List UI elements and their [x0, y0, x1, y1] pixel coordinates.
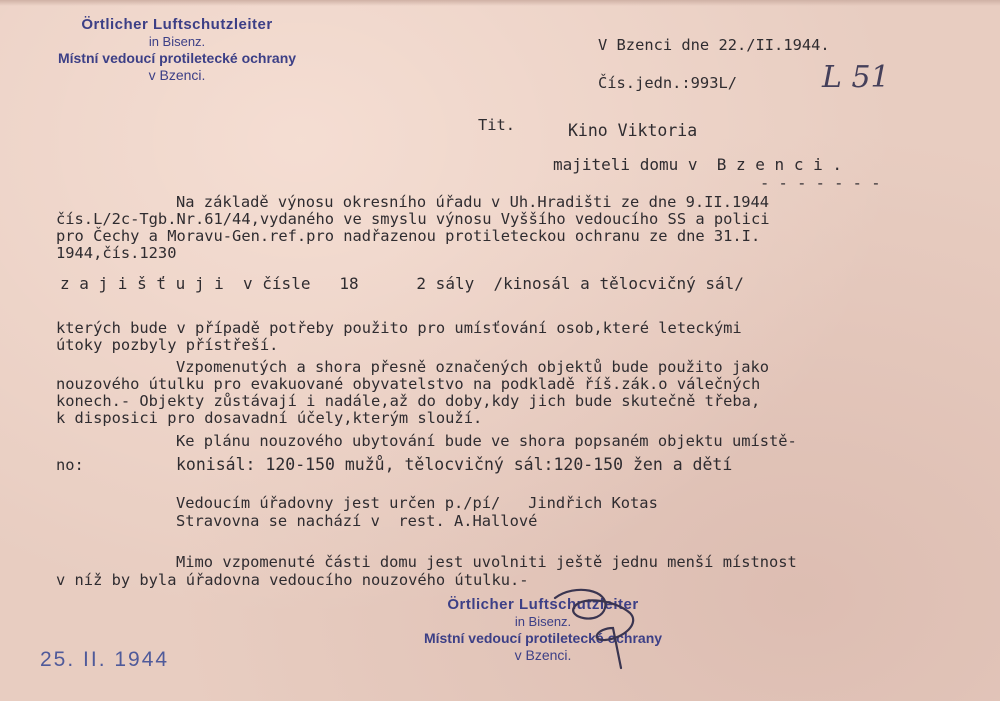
body-line: Na základě výnosu okresního úřadu v Uh.Hradišti ze dne 9.II.1944 — [176, 193, 770, 211]
reference-number: Čís.jedn.:993L/ — [598, 74, 737, 92]
body-line: kterých bude v případě potřeby použito pro umísťování osob,které leteckými — [56, 319, 742, 337]
body-line: nouzového útulku pro evakuované obyvatelstvo na podkladě říš.zák.o válečných — [56, 375, 761, 393]
body-line: útoky pozbyly přístřeší. — [56, 336, 279, 354]
stamp-line-town: in Bisenz. — [148, 34, 206, 50]
date-line: V Bzenci dne 22./II.1944. — [598, 36, 830, 54]
stamp-line-czech: Místní vedoucí protiletecké ochrany — [57, 50, 297, 67]
body-line: k disposici pro dosavadní účely,kterým slouží. — [56, 409, 483, 427]
body-line: pro Čechy a Moravu-Gen.ref.pro nadřazenou protileteckou ochranu ze dne 31.I. — [56, 227, 761, 245]
body-line: Ke plánu nouzového ubytování bude ve shora popsaném objektu umístě- — [176, 432, 797, 450]
paper-edge — [0, 0, 1000, 6]
received-date-stamp: 25. II. 1944 — [40, 648, 170, 671]
body-line: čís.L/2c-Tgb.Nr.61/44,vydaného ve smyslu výnosu Vyššího vedoucího SS a polici — [56, 210, 770, 228]
stamp-line-place: v Bzenci. — [514, 647, 572, 664]
body-line: konech.- Objekty zůstávají i nadále,až do doby,kdy jich bude skutečně třeba, — [56, 392, 761, 410]
body-line: no: — [56, 456, 84, 474]
salutation: Tit. — [478, 116, 516, 134]
body-line: Mimo vzpomenuté části domu jest uvolniti ještě jednu menší místnost — [176, 553, 797, 571]
body-line: Vedoucím úřadovny jest určen p./pí/ Jindřich Kotas — [176, 494, 658, 512]
header-stamp — [22, 16, 332, 84]
recipient-name: Kino Viktoria — [568, 121, 698, 140]
body-line: v níž by byla úřadovna vedoucího nouzového útulku.- — [56, 571, 529, 589]
body-line: Stravovna se nachází v rest. A.Hallové — [176, 512, 538, 530]
body-line: Vzpomenutých a shora přesně označených objektů bude použito jako — [176, 358, 770, 376]
stamp-line-place: v Bzenci. — [148, 67, 206, 84]
body-line-emphasis: z a j i š ť u j i v čísle 18 2 sály /kinosál a tělocvičný sál/ — [60, 274, 744, 293]
stamp-line-town: in Bisenz. — [514, 614, 572, 630]
owner-underline: - - - - - - - — [760, 174, 881, 192]
handwritten-reference: L 51 — [822, 60, 890, 95]
stamp-line-german: Örtlicher Luftschutzleiter — [447, 596, 639, 613]
body-line: 1944,čís.1230 — [56, 244, 177, 262]
stamp-line-czech: Místní vedoucí protiletecké ochrany — [423, 630, 663, 647]
stamp-line-german: Örtlicher Luftschutzleiter — [81, 16, 273, 33]
capacity-line: konisál: 120-150 mužů, tělocvičný sál:120-150 žen a dětí — [176, 455, 733, 474]
handwritten-signature — [535, 578, 655, 678]
recipient-owner-line: majiteli domu v B z e n c i . — [553, 155, 842, 174]
